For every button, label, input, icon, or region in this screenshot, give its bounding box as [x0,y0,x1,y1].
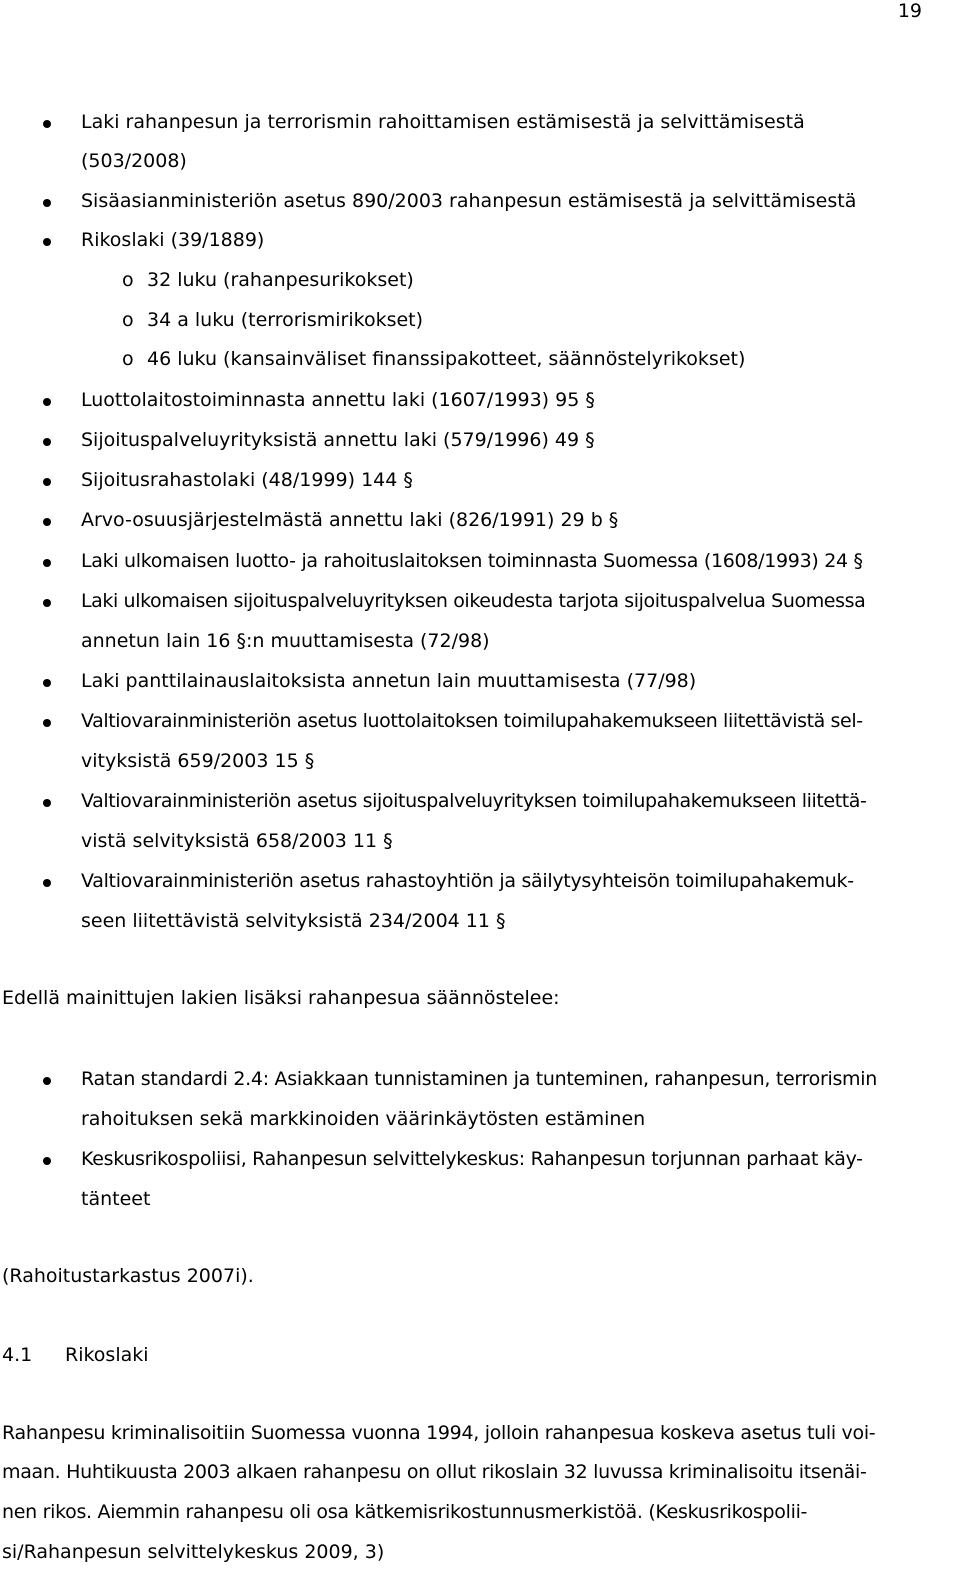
sub-bullet-icon: o [122,348,134,370]
list-item-line: rahoituksen sekä markkinoiden väärinkäytösten estäminen [81,1108,646,1130]
bullet-icon [43,238,51,246]
bullet-icon [43,719,51,727]
source-reference: (Rahoitustarkastus 2007i). [2,1265,254,1287]
list-item-line: Ratan standardi 2.4: Asiakkaan tunnistaminen ja tunteminen, rahanpesun, terrorismin [81,1068,877,1090]
sub-list-item-line: 32 luku (rahanpesurikokset) [147,269,414,291]
bullet-icon [43,518,51,526]
sub-list-item-line: 46 luku (kansainväliset finanssipakotteet, säännöstelyrikokset) [147,348,746,370]
list-item-line: Laki rahanpesun ja terrorismin rahoittamisen estämisestä ja selvittämisestä [81,111,805,133]
paragraph-line: si/Rahanpesun selvittelykeskus 2009, 3) [2,1541,385,1563]
bullet-icon [43,398,51,406]
list-item-line: Laki ulkomaisen luotto- ja rahoituslaitoksen toiminnasta Suomessa (1608/1993) 24 § [81,550,863,572]
list-item-line: Laki ulkomaisen sijoituspalveluyrityksen oikeudesta tarjota sijoituspalvelua Suomessa [81,590,866,612]
list-item-line: tänteet [81,1188,151,1210]
paragraph-line: maan. Huhtikuusta 2003 alkaen rahanpesu on ollut rikoslain 32 luvussa kriminalisoitu itsenäi- [2,1461,867,1483]
list-item-line: Valtiovarainministeriön asetus sijoituspalveluyrityksen toimilupahakemukseen liitettä- [81,790,867,812]
list-item-line: Valtiovarainministeriön asetus luottolaitoksen toimilupahakemukseen liitettävistä sel- [81,710,863,732]
bullet-icon [43,478,51,486]
list-item-line: Sijoitusrahastolaki (48/1999) 144 § [81,469,413,491]
page-number: 19 [897,0,922,22]
list-item-line: Sijoituspalveluyrityksistä annettu laki (579/1996) 49 § [81,429,595,451]
bullet-icon [43,120,51,128]
bullet-icon [43,879,51,887]
bullet-icon [43,438,51,446]
bullet-icon [43,679,51,687]
bullet-icon [43,799,51,807]
paragraph-line: Rahanpesu kriminalisoitiin Suomessa vuonna 1994, jolloin rahanpesua koskeva asetus tuli voi- [2,1422,876,1444]
bullet-icon [43,1077,51,1085]
sub-bullet-icon: o [122,269,134,291]
list-item-line: vistä selvityksistä 658/2003 11 § [81,830,393,852]
list-item-line: Keskusrikospoliisi, Rahanpesun selvittelykeskus: Rahanpesun torjunnan parhaat käy- [81,1148,863,1170]
list-item-line: Rikoslaki (39/1889) [81,229,265,251]
bullet-icon [43,199,51,207]
list-item-line: Laki panttilainauslaitoksista annetun lain muuttamisesta (77/98) [81,670,697,692]
sub-list-item-line: 34 a luku (terrorismirikokset) [147,309,424,331]
paragraph-line: nen rikos. Aiemmin rahanpesu oli osa kätkemisrikostunnusmerkistöä. (Keskusrikospolii- [2,1501,808,1523]
bullet-icon [43,559,51,567]
section-title: Rikoslaki [65,1344,149,1366]
list-item-line: annetun lain 16 §:n muuttamisesta (72/98) [81,630,490,652]
sub-bullet-icon: o [122,309,134,331]
list-item-line: (503/2008) [81,150,187,172]
bullet-icon [43,1157,51,1165]
list-item-line: seen liitettävistä selvityksistä 234/2004 11 § [81,910,506,932]
list-item-line: Sisäasianministeriön asetus 890/2003 rahanpesun estämisestä ja selvittämisestä [81,190,857,212]
list-item-line: Valtiovarainministeriön asetus rahastoyhtiön ja säilytysyhteisön toimilupahakemuk- [81,870,854,892]
section-number: 4.1 [2,1344,33,1366]
bullet-icon [43,599,51,607]
list-item-line: Luottolaitostoiminnasta annettu laki (1607/1993) 95 § [81,389,595,411]
list-item-line: Arvo-osuusjärjestelmästä annettu laki (826/1991) 29 b § [81,509,619,531]
intro-text: Edellä mainittujen lakien lisäksi rahanpesua säännöstelee: [2,987,560,1009]
list-item-line: vityksistä 659/2003 15 § [81,750,315,772]
